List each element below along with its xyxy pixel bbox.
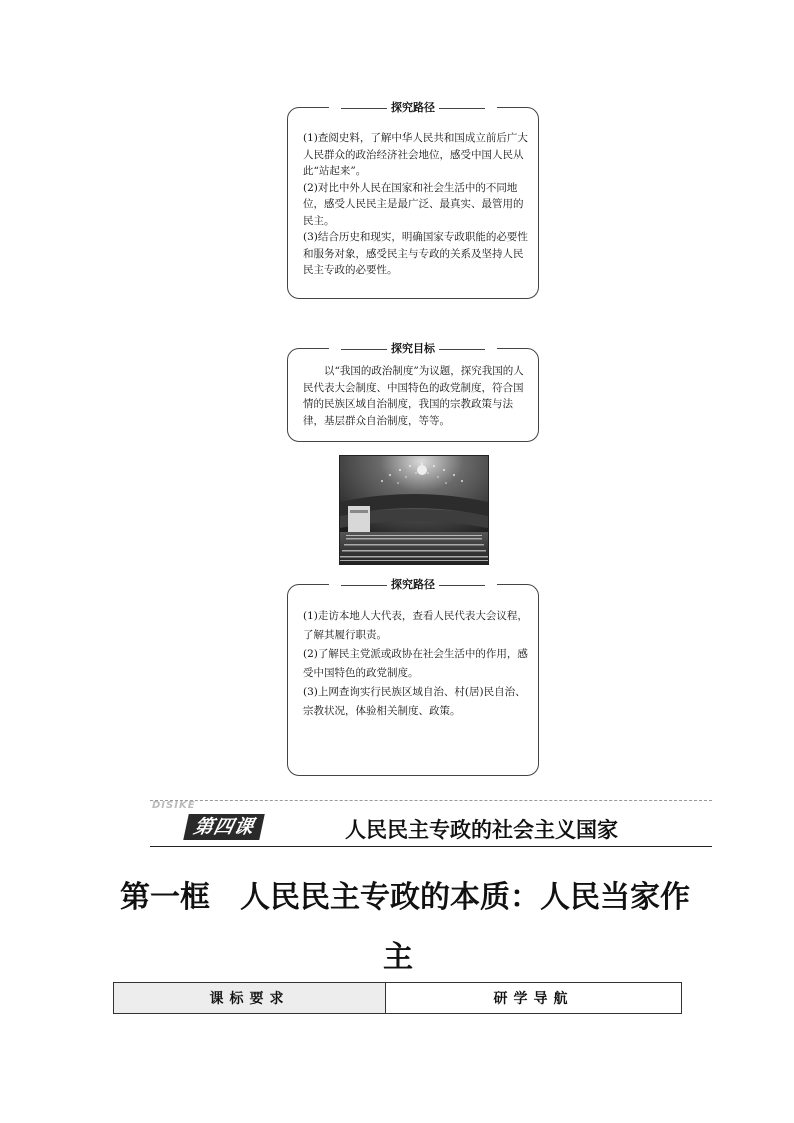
- section-title-line-2: 主: [383, 940, 413, 975]
- inquiry-goal-text: 以“我国的政治制度”为议题，探究我国的人民代表大会制度、中国特色的政党制度，符合国情的民族区域自治制度，我国的宗教政策与法律，基层群众自治制度，等等。: [303, 365, 524, 427]
- inquiry-goal-box: [287, 342, 539, 442]
- box-title: 探究路径: [329, 99, 497, 115]
- assembly-hall-photo: [339, 455, 489, 565]
- inquiry-item-1: (1)查阅史料，了解中华人民共和国成立前后广大人民群众的政治经济社会地位，感受中国人民从此“站起来”。: [303, 132, 528, 177]
- banner-underline: [150, 846, 712, 847]
- box-content: [303, 363, 528, 429]
- banner-dotted-rule: [150, 800, 712, 801]
- table-header-row: [114, 983, 682, 1014]
- header-study-guide: 研学导航: [386, 983, 682, 1014]
- lesson-banner: [150, 800, 712, 848]
- box-content: [303, 607, 531, 721]
- box-title: 探究路径: [329, 576, 497, 592]
- lesson-number-badge: 第四课: [183, 814, 265, 840]
- box-content: [303, 130, 528, 279]
- inquiry-item-1: (1)走访本地人大代表，查看人民代表大会议程，了解其履行职责。: [303, 610, 528, 641]
- section-title: [120, 868, 700, 988]
- inquiry-item-3: (3)结合历史和现实，明确国家专政职能的必要性和服务对象，感受民主与专政的关系及坚持人民民主专政的必要性。: [303, 231, 528, 276]
- banner-decoration: DISIKE: [152, 800, 196, 811]
- guide-table: [113, 982, 682, 1014]
- lesson-title: 人民民主专政的社会主义国家: [345, 817, 618, 842]
- header-curriculum-requirements: 课标要求: [114, 983, 386, 1014]
- inquiry-item-2: (2)对比中外人民在国家和社会生活中的不同地位，感受人民民主是最广泛、最真实、最管用的民主。: [303, 181, 524, 227]
- inquiry-item-2: (2)了解民主党派或政协在社会生活中的作用，感受中国特色的政党制度。: [303, 648, 528, 679]
- section-title-line-1: 第一框 人民民主专政的本质：人民当家作: [120, 880, 690, 915]
- inquiry-path-box-1: [287, 101, 539, 299]
- box-title: 探究目标: [329, 340, 497, 356]
- assembly-hall-image: [340, 456, 488, 564]
- inquiry-item-3: (3)上网查询实行民族区域自治、村(居)民自治、宗教状况，体验相关制度、政策。: [303, 686, 526, 717]
- inquiry-path-box-2: [287, 578, 539, 776]
